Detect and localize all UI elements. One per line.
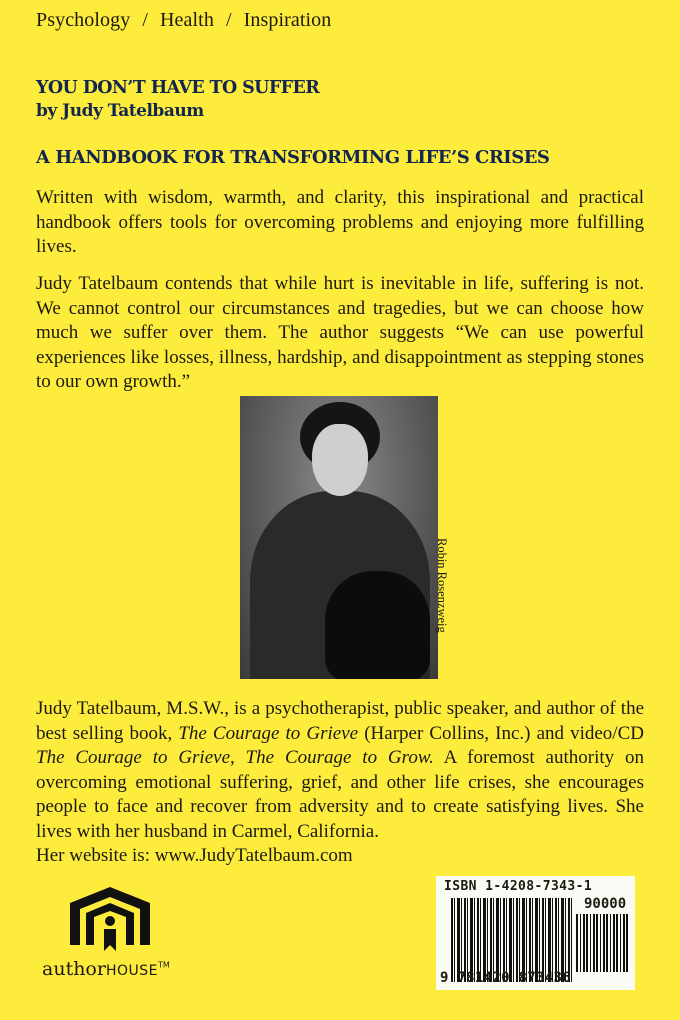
category-separator: / — [225, 9, 232, 31]
bio-text: Judy Tatelbaum, M.S.W., is a psychotherapist, public speaker, and author of the best selling book, — [36, 698, 644, 744]
bio-text: A foremost authority on overcoming emotional suffering, grief, and other life crises, she encourages people to face and recover from adversity and to create satisfying lives. She lives with her husband in Carmel, California. — [36, 747, 644, 842]
description-paragraph-2: Judy Tatelbaum contends that while hurt is inevitable in life, suffering is not. We cannot control our circumstances and tragedies, but we can choose how much we suffer over them. The author suggests “We can use powerful experiences like losses, illness, hardship, and disappointment as stepping stones to our own growth.” — [36, 273, 644, 392]
price-code: 90000 — [584, 896, 627, 912]
ean-number: 9 781420 873436 — [440, 970, 571, 986]
author-website: Her website is: www.JudyTatelbaum.com — [36, 845, 353, 866]
category-separator: / — [142, 9, 149, 31]
category-inspiration: Inspiration — [243, 9, 332, 31]
book-subtitle: A HANDBOOK FOR TRANSFORMING LIFE’S CRISES — [36, 147, 550, 168]
photo-credit-text: Robin Rosenzweig — [435, 538, 449, 633]
category-line — [36, 9, 331, 32]
price-barcode-bars-icon — [576, 914, 628, 972]
isbn-number: ISBN 1-4208-7343-1 — [444, 879, 593, 894]
publisher-name-lower: author — [42, 958, 106, 980]
category-psychology: Psychology — [36, 9, 131, 31]
photo-figure-face — [312, 424, 368, 496]
isbn-barcode — [436, 876, 635, 990]
bio-text: (Harper Collins, Inc.) and video/CD — [358, 722, 644, 744]
bio-video-title: The Courage to Grieve, The Courage to Grow. — [36, 747, 434, 768]
author-bio — [36, 697, 644, 869]
author-photo — [240, 396, 438, 679]
book-title: YOU DON’T HAVE TO SUFFER — [36, 78, 320, 98]
bio-book-title: The Courage to Grieve — [178, 722, 359, 744]
publisher-name — [42, 958, 170, 980]
photo-credit — [435, 538, 451, 678]
publisher-name-upper: HOUSE — [105, 963, 158, 979]
trademark: TM — [158, 960, 170, 970]
category-health: Health — [160, 9, 214, 31]
photo-dog — [325, 571, 430, 679]
description-paragraph-1: Written with wisdom, warmth, and clarity, this inspirational and practical handbook offers tools for overcoming problems and enjoying more fulfilling lives. — [36, 187, 644, 257]
publisher-logo-icon — [60, 885, 160, 955]
author-byline: by Judy Tatelbaum — [36, 101, 204, 121]
